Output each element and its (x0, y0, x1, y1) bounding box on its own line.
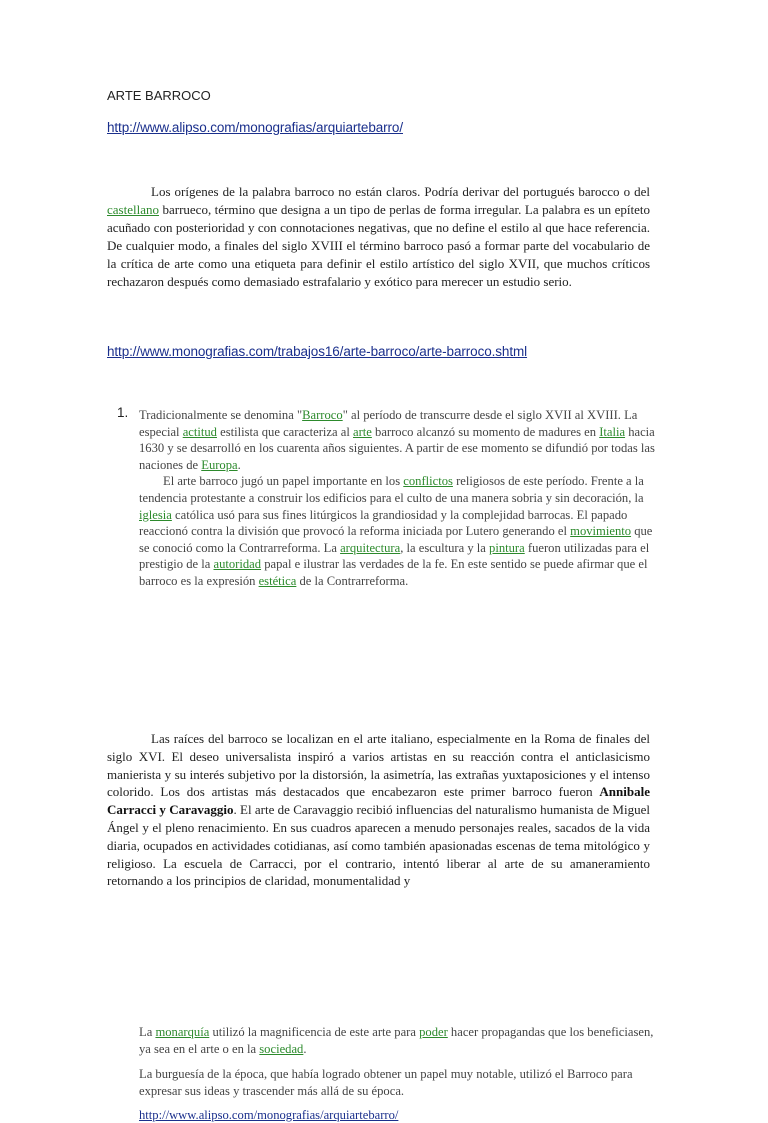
link-autoridad[interactable]: autoridad (213, 557, 262, 572)
text-run: Los orígenes de la palabra barroco no están claros. Podría derivar del portugués barocco o del (151, 184, 650, 199)
link-sociedad[interactable]: sociedad (259, 1041, 304, 1056)
paragraph-roots (107, 730, 650, 890)
bold-artists: Annibale Carracci y Caravaggio (107, 784, 650, 818)
link-arquitectura[interactable]: arquitectura (340, 540, 401, 555)
source-link-alipso[interactable]: http://www.alipso.com/monografias/arquiartebarro/ (107, 120, 403, 135)
list-item-1 (139, 407, 661, 590)
link-conflictos[interactable]: conflictos (403, 474, 453, 489)
list-number: 1. (117, 405, 129, 420)
text-run: católica usó para sus fines litúrgicos la grandiosidad y la complejidad barrocas. El papado reaccionó contra la división que provocó la reforma iniciada por Lutero generando el (139, 507, 628, 539)
link-monarquia[interactable]: monarquía (155, 1025, 210, 1039)
link-italia[interactable]: Italia (599, 424, 626, 439)
text-run: utilizó la magnificencia de este arte para (209, 1025, 420, 1039)
link-arte[interactable]: arte (353, 424, 372, 439)
text-run: que se conoció como la Contrarreforma. La (139, 524, 653, 555)
text-run: estilista que caracteriza al (216, 424, 353, 439)
text-run: . El arte de Caravaggio recibió influencias del naturalismo humanista de Miguel Ángel y el pleno renacimiento. En sus cuadros aparecen a menudo personajes reales, sacados de la vida diaria, ocupados en actividades cotidianas, así como también apasionadas escenas de tema mitológico y religioso. La escuela de Carracci, por el contrario, intentó liberar al arte de su amaneramiento retornando a los principios de claridad, monumentalidad y (107, 802, 650, 889)
link-iglesia[interactable]: iglesia (139, 507, 172, 522)
link-actitud[interactable]: actitud (182, 424, 217, 439)
text-run: religiosos de este período. Frente a la tendencia protestante a construir los edificios para el culto de una manera sobria y sin decoración, la (139, 474, 644, 505)
text-run: Las raíces del barroco se localizan en el arte italiano, especialmente en la Roma de finales del siglo XVI. El deseo universalista inspiró a varios artistas en su reacción contra el anticlasicismo manierista y su interés subjetivo por la distorsión, la asimetría, las extrañas yuxtaposiciones y el intenso colorido. Los dos artistas más destacados que encabezaron este primer barroco fueron (107, 731, 650, 800)
text-run: Tradicionalmente se denomina " (139, 408, 303, 422)
text-run: , la escultura y la (400, 540, 490, 555)
text-run: papal e ilustrar las verdades de la fe. En este sentido se puede afirmar que el barroco es la expresión (139, 557, 648, 588)
list-paragraph-burguesia: La burguesía de la época, que había logrado obtener un papel muy notable, utilizó el Barroco para expresar sus ideas y trascender más allá de su época. (139, 1067, 633, 1098)
source-link-monografias[interactable]: http://www.monografias.com/trabajos16/arte-barroco/arte-barroco.shtml (107, 344, 528, 359)
text-run: de la Contrarreforma. (296, 573, 409, 588)
text-run: hacer propagandas que los beneficiasen, ya sea en el arte o en la (139, 1025, 654, 1056)
link-castellano[interactable]: castellano (107, 202, 159, 217)
link-europa[interactable]: Europa (201, 457, 238, 472)
link-barroco[interactable]: Barroco (302, 408, 343, 422)
text-run: . (237, 457, 241, 472)
link-estetica[interactable]: estética (258, 573, 297, 588)
document-title: ARTE BARROCO (107, 88, 211, 103)
text-run: " al período de transcurre desde el siglo XVII al XVIII. La especial (139, 408, 638, 439)
text-run: barrueco, término que designa a un tipo de perlas de forma irregular. La palabra es un epíteto acuñado con posterioridad y con connotaciones negativas, que no define el estilo al que hace referencia. De cualquier modo, a finales del siglo XVIII el término barroco pasó a formar parte del vocabulario de la crítica de arte como una etiqueta para definir el estilo artístico del siglo XVII, que muchos críticos rechazaron después como demasiado estrafalario y exótico para merecer un estudio serio. (107, 202, 650, 289)
source-link-alipso-2[interactable]: http://www.alipso.com/monografias/arquiartebarro/ (139, 1108, 399, 1122)
link-poder[interactable]: poder (419, 1025, 448, 1039)
list-paragraph-monarquia (139, 1024, 661, 1057)
link-pintura[interactable]: pintura (489, 540, 525, 555)
text-run: . (303, 1041, 307, 1056)
text-run: El arte barroco jugó un papel importante en los (163, 474, 404, 489)
paragraph-origins (107, 183, 650, 291)
link-movimiento[interactable]: movimiento (570, 524, 632, 539)
text-run: fueron utilizadas para el prestigio de la (139, 540, 650, 572)
text-run: barroco alcanzó su momento de madures en (371, 424, 600, 439)
text-run: La (139, 1025, 156, 1039)
text-run: hacia 1630 y se desarrolló en los cuarenta años siguientes. A partir de ese momento se difundió por todas las naciones de (139, 424, 655, 472)
